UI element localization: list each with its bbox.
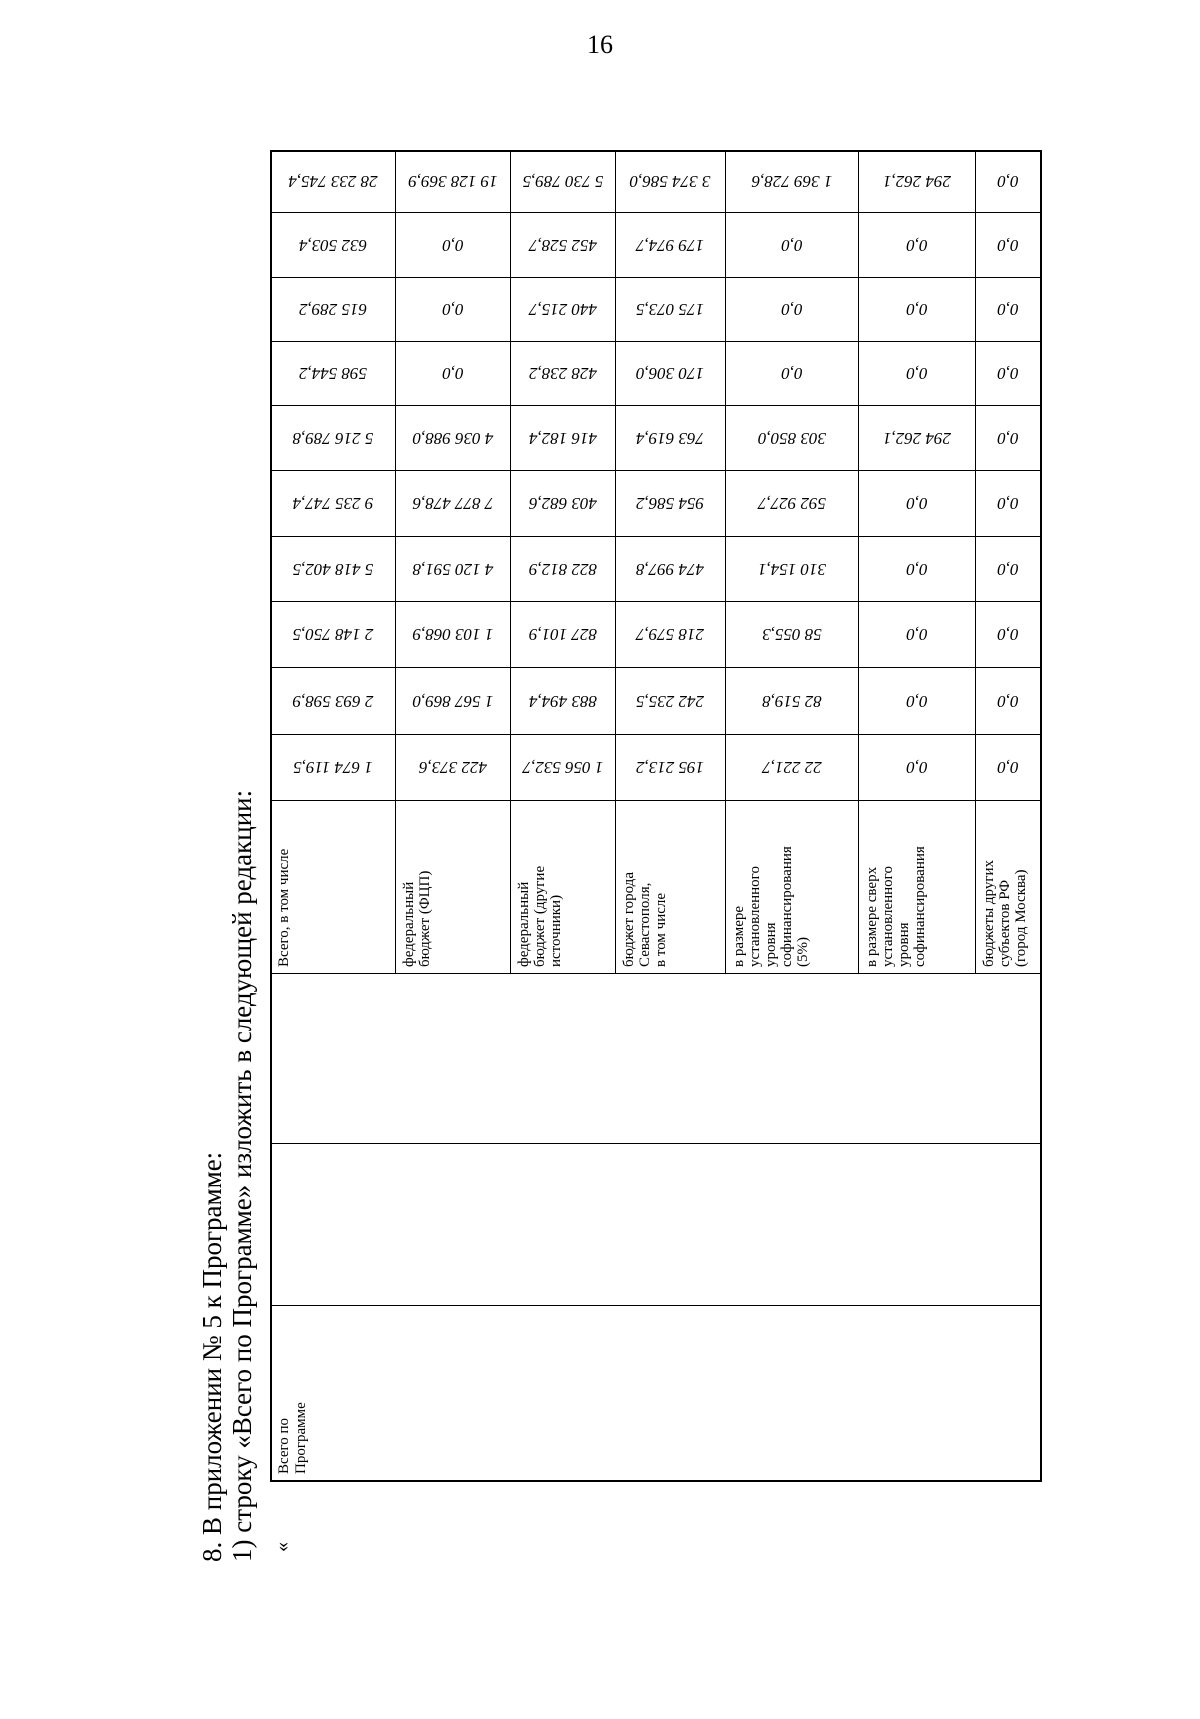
row-divider [270, 1305, 1040, 1306]
table-cell-value: 0,0 [996, 172, 1019, 191]
column-label-line: Всего, в том числе [276, 848, 292, 967]
column-divider [395, 150, 396, 973]
table-cell-value: 763 619,4 [636, 428, 704, 448]
table-cell-value: 2 693 598,9 [292, 691, 373, 711]
table-cell-value: 9 235 747,4 [292, 494, 373, 513]
column-label-line: в том числе [653, 892, 669, 967]
column-label-line: бюджет (другие [532, 865, 548, 967]
table-cell-value: 170 306,0 [636, 364, 704, 383]
table-cell-value: 0,0 [996, 691, 1019, 711]
column-label-line: Севастополя, [637, 882, 653, 967]
column-label-line: софинансирования [912, 846, 928, 967]
column-label-line: установленного [747, 866, 763, 967]
row-divider [270, 973, 1040, 974]
table-cell-value: 4 036 988,0 [412, 428, 493, 448]
column-label-line: федеральный [401, 881, 417, 967]
table-cell-value: 5 730 789,5 [522, 172, 603, 191]
column-divider [615, 150, 616, 973]
table-cell-value: 0,0 [905, 758, 928, 777]
row-divider [270, 734, 1040, 735]
table-cell-value: 0,0 [996, 364, 1019, 383]
table-cell-value: 827 101,9 [528, 625, 597, 644]
table-cell-value: 0,0 [905, 300, 928, 319]
table-cell-value: 0,0 [905, 235, 928, 255]
row-title-line: Всего по [276, 1417, 292, 1474]
table-cell-value: 0,0 [996, 494, 1019, 513]
table-cell-value: 0,0 [905, 691, 928, 711]
table-cell-value: 422 373,6 [418, 758, 487, 777]
column-label-line: бюджеты других [981, 859, 997, 967]
column-label [981, 860, 1029, 967]
row-divider [270, 536, 1040, 537]
table-cell-value: 3 374 586,0 [629, 172, 711, 191]
table-cell-value: 19 128 369,9 [407, 172, 498, 191]
table-cell-value: 0,0 [905, 494, 928, 513]
table-cell-value: 2 148 750,5 [292, 625, 373, 644]
row-title [276, 1402, 310, 1474]
table-cell-value: 242 235,5 [636, 691, 704, 711]
row-divider [270, 601, 1040, 602]
table-border-right [1040, 150, 1042, 1482]
table-border-left [270, 150, 272, 1480]
table-cell-value: 615 289,2 [298, 300, 367, 319]
table-cell-value: 0,0 [996, 428, 1019, 448]
column-label-line: бюджет города [621, 872, 637, 967]
table-cell-value: 0,0 [996, 300, 1019, 319]
row-divider [270, 405, 1040, 406]
column-label-line: бюджет (ФЦП) [417, 870, 433, 967]
table-cell-value: 592 927,7 [757, 494, 826, 513]
table-cell-value: 954 586,2 [636, 494, 704, 513]
table-cell-value: 428 238,2 [528, 364, 597, 383]
column-label-line: источники) [548, 894, 564, 967]
row-divider [270, 470, 1040, 471]
table-cell-value: 0,0 [905, 559, 928, 579]
table-cell-value: 5 418 402,5 [292, 559, 373, 579]
column-label-line: установленного [880, 866, 896, 967]
table-cell-value: 440 215,7 [528, 300, 597, 319]
row-divider [270, 212, 1040, 213]
table-cell-value: 0,0 [780, 235, 803, 255]
table-cell-value: 58 055,3 [761, 625, 822, 644]
table-cell-value: 175 073,5 [636, 300, 704, 319]
table-cell-value: 0,0 [996, 235, 1019, 255]
table-cell-value: 310 154,1 [757, 559, 826, 579]
table-cell-value: 0,0 [780, 364, 803, 383]
row-divider [270, 1143, 1040, 1144]
column-label-line: (город Москва) [1013, 869, 1029, 967]
intro-line-2: 1) строку «Всего по Программе» изложить в следующей редакции: [227, 789, 257, 1562]
table-cell-value: 1 567 869,0 [412, 691, 493, 711]
column-label-line: (5%) [795, 937, 811, 967]
column-label [516, 866, 564, 967]
table-border-top [270, 150, 1040, 152]
row-divider [270, 800, 1040, 801]
table-cell-value: 179 974,7 [636, 235, 704, 255]
table-cell-value: 294 262,1 [882, 428, 951, 448]
table-cell-value: 0,0 [441, 364, 464, 383]
table-cell-value: 1 056 532,7 [522, 758, 603, 777]
table-cell-value: 195 213,2 [636, 758, 704, 777]
intro-text [197, 790, 257, 1562]
row-divider [270, 667, 1040, 668]
table-cell-value: 822 812,9 [528, 559, 597, 579]
table-cell-value: 218 579,7 [636, 625, 704, 644]
column-label-line: уровня [896, 922, 912, 967]
column-label-line: в размере сверх [864, 866, 880, 967]
table-cell-value: 22 221,7 [761, 758, 822, 777]
opening-quote: « [271, 1542, 293, 1552]
table-cell-value: 1 674 119,5 [292, 758, 373, 777]
table-border-bottom [270, 1480, 1040, 1482]
table-cell-value: 632 503,4 [298, 235, 367, 255]
column-label-line: субъектов РФ [997, 879, 1013, 967]
table-cell-value: 0,0 [996, 559, 1019, 579]
table-cell-value: 452 528,7 [528, 235, 597, 255]
table-cell-value: 1 103 068,9 [412, 625, 493, 644]
column-divider [725, 150, 726, 973]
table-cell-value: 28 233 745,4 [287, 172, 378, 191]
row-divider [270, 277, 1040, 278]
column-label [276, 849, 292, 967]
column-divider [975, 150, 976, 973]
table-cell-value: 598 544,2 [298, 364, 367, 383]
table-cell-value: 82 519,8 [761, 691, 822, 711]
column-label-line: софинансирования [779, 846, 795, 967]
table-cell-value: 0,0 [996, 625, 1019, 644]
table-cell-value: 5 216 789,8 [292, 428, 373, 448]
column-label-line: уровня [763, 922, 779, 967]
row-divider [270, 341, 1040, 342]
table-cell-value: 0,0 [441, 235, 464, 255]
column-divider [510, 150, 511, 973]
column-label-line: в размере [731, 905, 747, 967]
table-cell-value: 416 182,4 [528, 428, 597, 448]
table-cell-value: 294 262,1 [882, 172, 951, 191]
column-label [864, 846, 928, 967]
table-cell-value: 883 494,4 [528, 691, 597, 711]
column-label [731, 846, 811, 967]
table-cell-value: 0,0 [905, 364, 928, 383]
page-number: 16 [587, 30, 613, 59]
table-cell-value: 0,0 [780, 300, 803, 319]
table-cell-value: 0,0 [905, 625, 928, 644]
column-label-line: федеральный [516, 881, 532, 967]
column-label [401, 871, 433, 967]
table-cell-value: 0,0 [441, 300, 464, 319]
intro-line-1: 8. В приложении № 5 к Программе: [197, 1151, 227, 1562]
table-cell-value: 1 369 728,6 [751, 172, 832, 191]
column-label [621, 872, 669, 967]
row-title-line: Программе [293, 1402, 309, 1474]
table-cell-value: 403 682,6 [528, 494, 597, 513]
table-cell-value: 474 997,8 [636, 559, 704, 579]
table-cell-value: 303 850,0 [757, 428, 826, 448]
table-cell-value: 0,0 [996, 758, 1019, 777]
table-cell-value: 4 120 591,8 [412, 559, 493, 579]
table-cell-value: 7 877 478,6 [412, 494, 493, 513]
column-divider [858, 150, 859, 973]
